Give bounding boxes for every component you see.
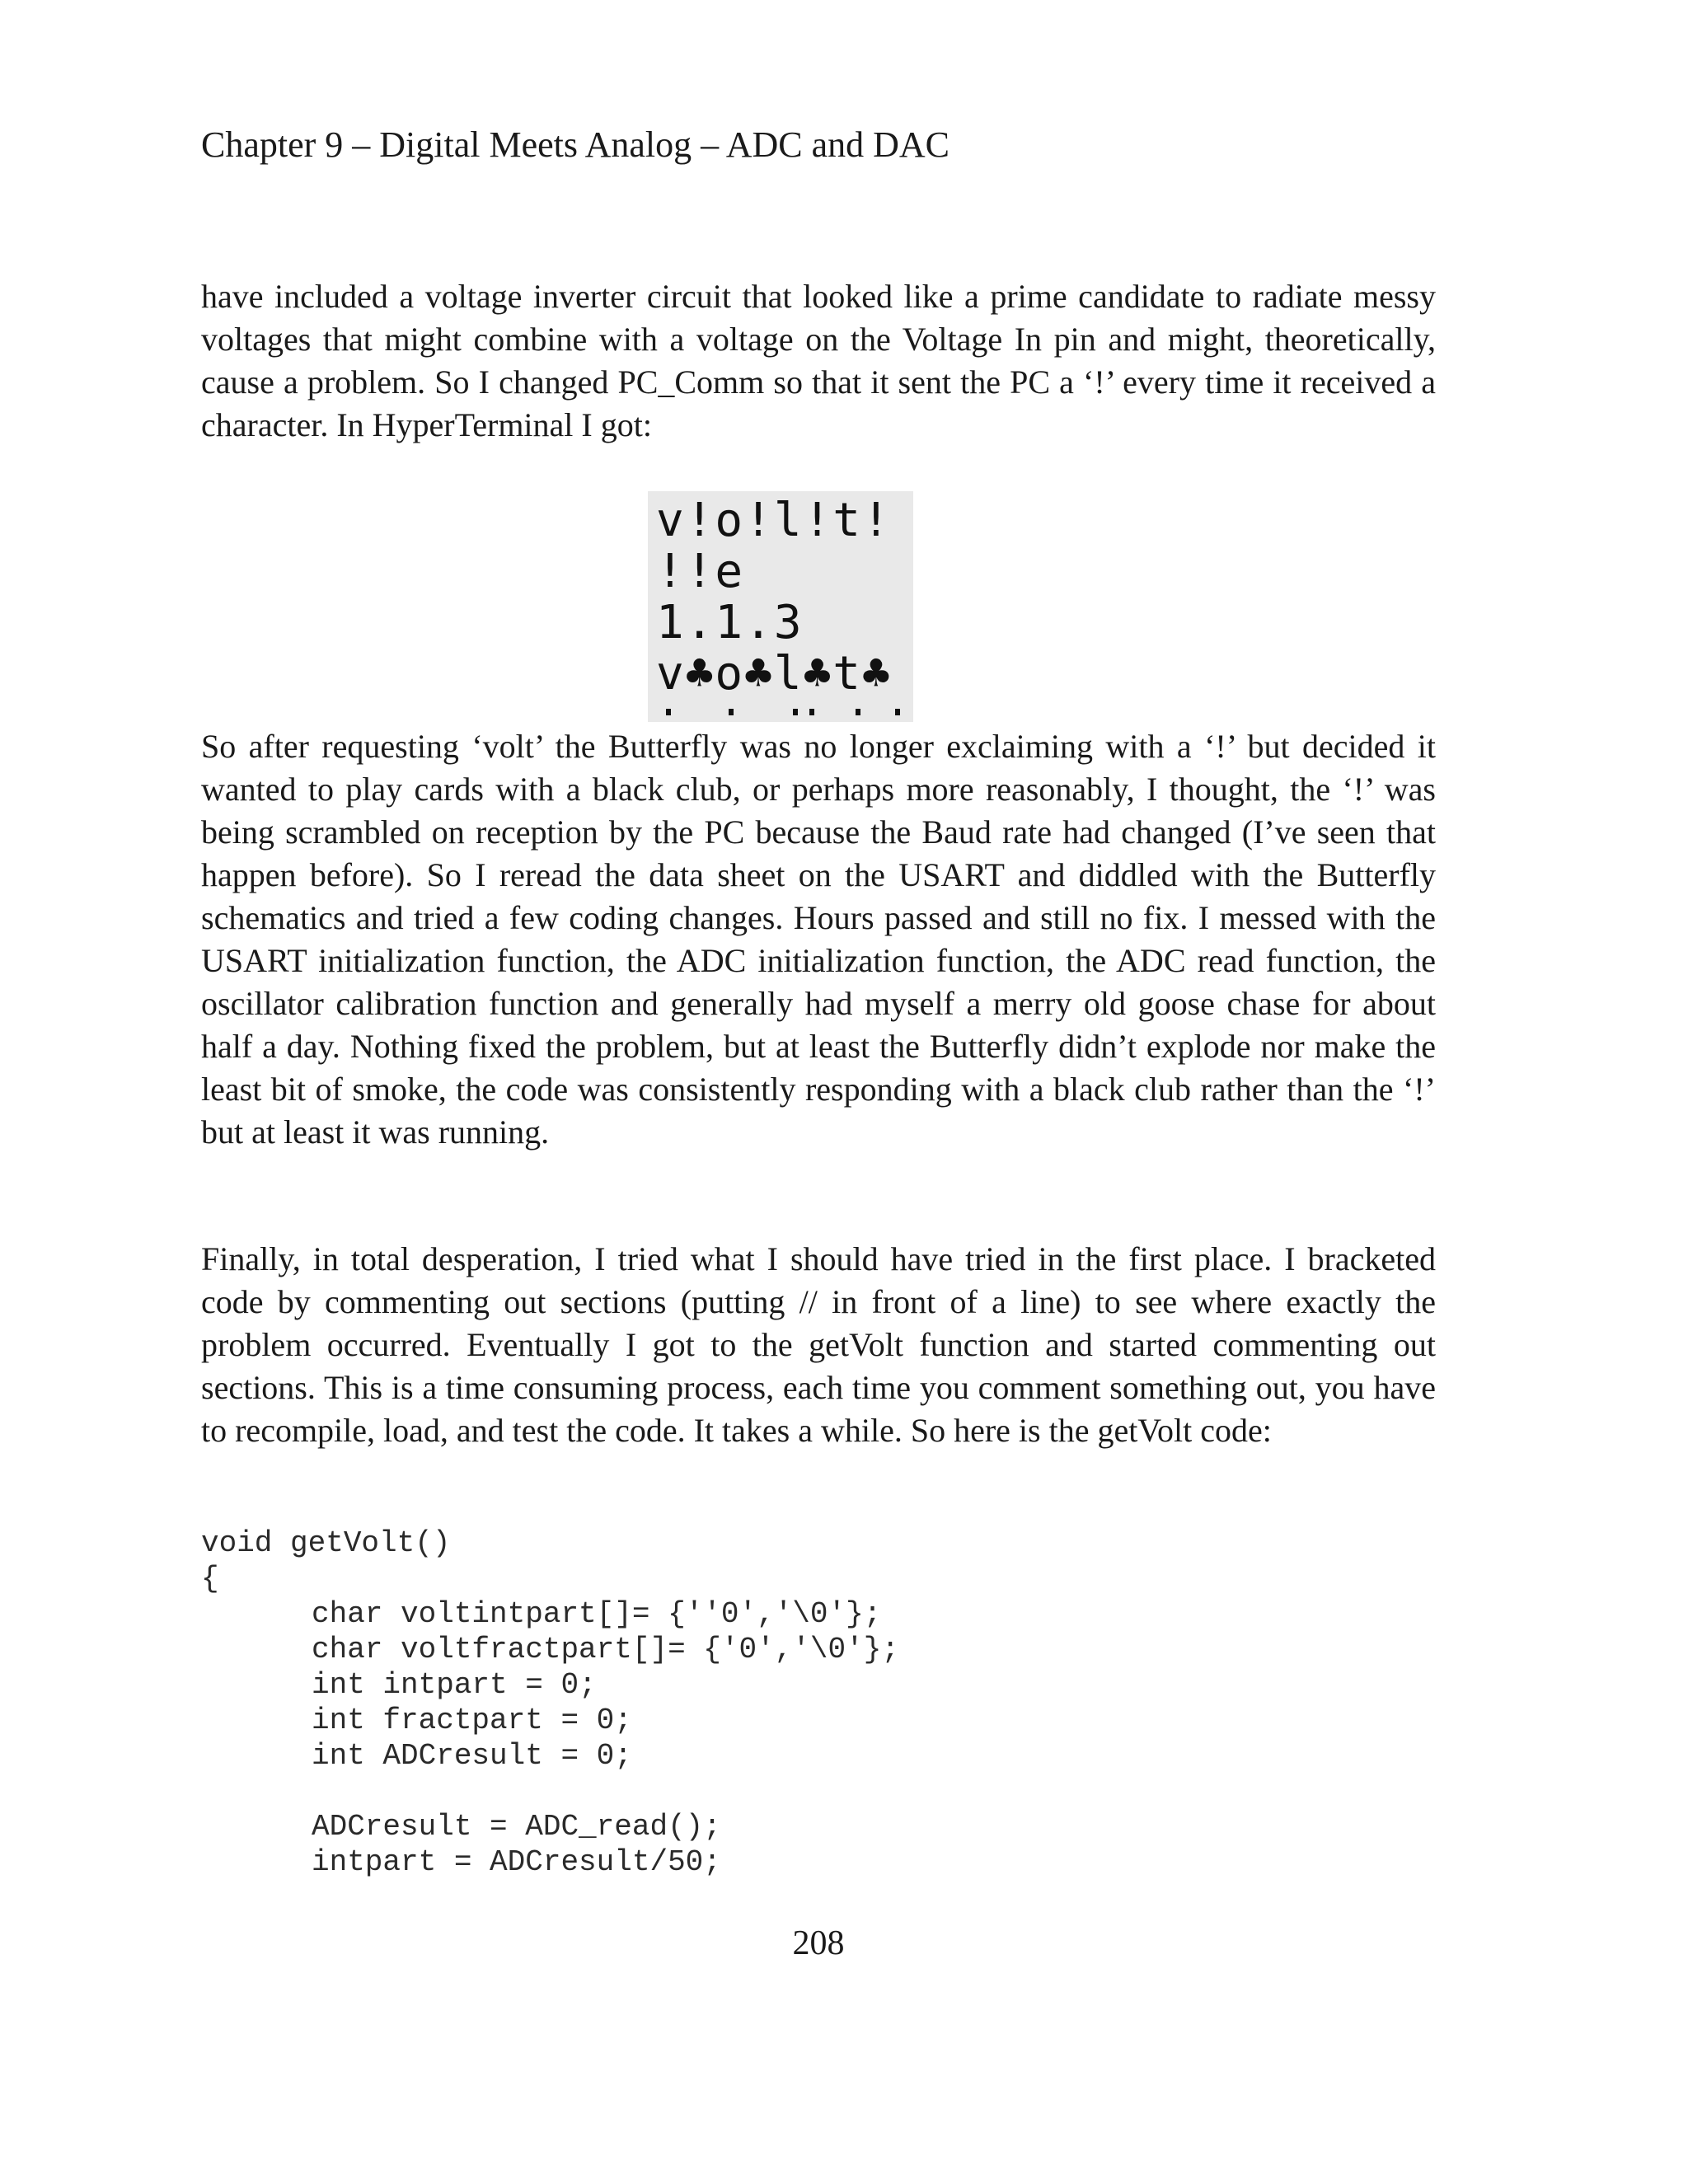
- cutoff-mark: [729, 709, 734, 715]
- cutoff-mark: [809, 709, 814, 715]
- body-paragraph-2: So after requesting ‘volt’ the Butterfly was no longer exclaiming with a ‘!’ but decided it wanted to play cards with a black club, or perhaps more reasonably, I thought, the ‘!’ was being scrambled on reception by the PC because the Baud rate had changed (I’ve seen that happen before). So I reread the data sheet on the USART and diddled with the Butterfly schematics and tried a few coding changes. Hours passed and still no fix. I messed with the USART initialization function, the ADC initialization function, the ADC read function, the oscillator calibration function and generally had myself a merry old goose chase for about half a day. Nothing fixed the problem, but at least the Butterfly didn’t explode nor make the least bit of smoke, the code was consistently responding with a black club rather than the ‘!’ but at least it was running.: [201, 728, 1436, 1151]
- chapter-header: Chapter 9 – Digital Meets Analog – ADC and DAC: [201, 124, 950, 165]
- page-number: 208: [792, 1924, 845, 1962]
- terminal-line: 1.1.3: [656, 596, 804, 649]
- terminal-line: v♣o♣l♣t♣: [656, 647, 892, 701]
- code-line: intpart = ADCresult/50;: [312, 1845, 721, 1879]
- code-line: int fractpart = 0;: [312, 1704, 632, 1737]
- terminal-cutoff-row: [648, 707, 913, 722]
- body-paragraph-3: Finally, in total desperation, I tried what I should have tried in the first place. I bracketed code by commenting out sections (putting // in front of a line) to see where exactly the problem occurred. Eventually I got to the getVolt function and started commenting out sections. This is a time consuming process, each time you comment something out, you have to recompile, load, and test the code. It takes a while. So here is the getVolt code:: [201, 1240, 1436, 1449]
- hyperterminal-screenshot: [648, 491, 913, 722]
- code-line: char voltfractpart[]= {'0','\0'};: [312, 1633, 899, 1666]
- terminal-line: !!e: [656, 545, 745, 598]
- code-line: char voltintpart[]= {''0','\0'};: [312, 1597, 882, 1631]
- cutoff-mark: [856, 709, 860, 715]
- terminal-line: v!o!l!t!: [656, 494, 892, 547]
- code-line: {: [201, 1562, 219, 1596]
- body-paragraph-1: have included a voltage inverter circuit that looked like a prime candidate to radiate messy voltages that might combine with a voltage on the Voltage In pin and might, theoretically, cause a problem. So I changed PC_Comm so that it sent the PC a ‘!’ every time it received a character. In HyperTerminal I got:: [201, 278, 1436, 443]
- cutoff-mark: [895, 709, 900, 715]
- cutoff-mark: [793, 709, 798, 715]
- cutoff-mark: [666, 709, 671, 715]
- code-line: ADCresult = ADC_read();: [312, 1810, 721, 1844]
- code-line: void getVolt(): [201, 1526, 451, 1560]
- code-line: int intpart = 0;: [312, 1668, 597, 1702]
- code-line: int ADCresult = 0;: [312, 1739, 632, 1773]
